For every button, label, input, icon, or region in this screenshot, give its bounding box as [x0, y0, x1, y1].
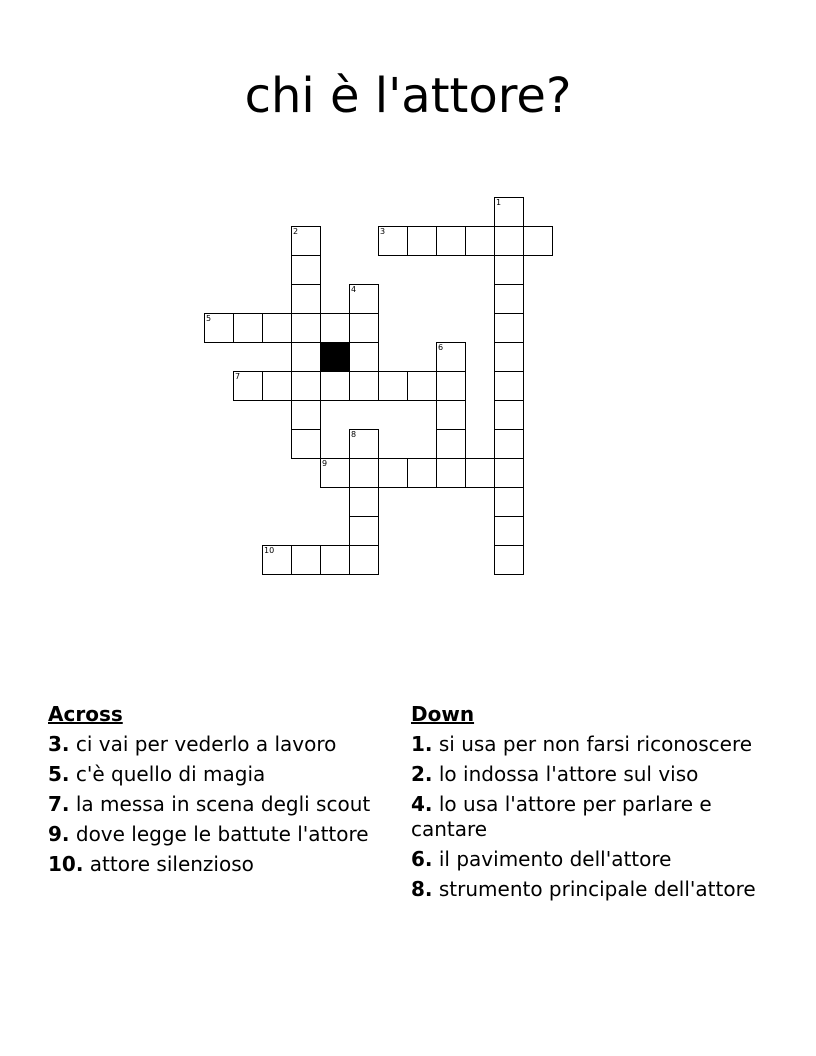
across-clue [48, 822, 393, 847]
clue-text: lo usa l'attore per parlare e cantare [411, 792, 712, 841]
clue-number: 8. [411, 877, 433, 901]
clue-text: attore silenzioso [89, 852, 254, 876]
grid-cell[interactable] [349, 545, 379, 575]
grid-cell[interactable] [233, 371, 263, 401]
clue-text: lo indossa l'attore sul viso [438, 762, 699, 786]
clue-number: 2. [411, 762, 433, 786]
clue-number: 9. [48, 822, 70, 846]
grid-cell[interactable] [436, 429, 466, 459]
grid-cell[interactable] [291, 342, 321, 372]
cell-number: 9 [322, 459, 328, 468]
grid-cell[interactable] [494, 458, 524, 488]
blocked-cell [320, 342, 350, 372]
grid-cell[interactable] [407, 458, 437, 488]
grid-cell[interactable] [494, 429, 524, 459]
grid-cell[interactable] [465, 226, 495, 256]
grid-cell[interactable] [494, 342, 524, 372]
grid-cell[interactable] [407, 371, 437, 401]
grid-cell[interactable] [291, 226, 321, 256]
grid-cell[interactable] [465, 458, 495, 488]
across-clue [48, 762, 393, 787]
down-clues [411, 702, 756, 907]
down-clue [411, 762, 756, 787]
grid-cell[interactable] [436, 400, 466, 430]
cell-number: 1 [496, 198, 502, 207]
grid-cell[interactable] [349, 313, 379, 343]
grid-cell[interactable] [320, 371, 350, 401]
grid-cell[interactable] [494, 197, 524, 227]
clue-text: il pavimento dell'attore [438, 847, 672, 871]
grid-cell[interactable] [233, 313, 263, 343]
clue-text: dove legge le battute l'attore [75, 822, 369, 846]
grid-cell[interactable] [349, 342, 379, 372]
grid-cell[interactable] [320, 545, 350, 575]
grid-cell[interactable] [291, 255, 321, 285]
grid-cell[interactable] [349, 487, 379, 517]
grid-cell[interactable] [436, 371, 466, 401]
grid-cell[interactable] [291, 284, 321, 314]
down-clue [411, 792, 756, 842]
grid-cell[interactable] [291, 371, 321, 401]
grid-cell[interactable] [349, 516, 379, 546]
grid-cell[interactable] [320, 313, 350, 343]
grid-cell[interactable] [436, 342, 466, 372]
grid-cell[interactable] [349, 458, 379, 488]
clue-text: ci vai per vederlo a lavoro [75, 732, 337, 756]
grid-cell[interactable] [494, 371, 524, 401]
grid-cell[interactable] [494, 516, 524, 546]
grid-cell[interactable] [349, 284, 379, 314]
grid-cell[interactable] [494, 226, 524, 256]
page-title: chi è l'attore? [244, 68, 572, 125]
grid-cell[interactable] [291, 545, 321, 575]
grid-cell[interactable] [378, 458, 408, 488]
grid-cell[interactable] [436, 226, 466, 256]
cell-number: 8 [351, 430, 357, 439]
across-clue [48, 732, 393, 757]
cell-number: 2 [293, 227, 299, 236]
down-heading: Down [411, 702, 475, 726]
across-heading: Across [48, 702, 123, 726]
grid-cell[interactable] [494, 255, 524, 285]
clue-number: 5. [48, 762, 70, 786]
clue-text: si usa per non farsi riconoscere [438, 732, 753, 756]
grid-cell[interactable] [378, 226, 408, 256]
grid-cell[interactable] [494, 313, 524, 343]
grid-cell[interactable] [407, 226, 437, 256]
grid-cell[interactable] [262, 371, 292, 401]
grid-cell[interactable] [291, 313, 321, 343]
grid-cell[interactable] [494, 284, 524, 314]
down-clue [411, 847, 756, 872]
cell-number: 4 [351, 285, 357, 294]
cell-number: 7 [235, 372, 241, 381]
cell-number: 10 [264, 546, 275, 555]
grid-cell[interactable] [262, 545, 292, 575]
grid-cell[interactable] [262, 313, 292, 343]
across-clue [48, 792, 393, 817]
grid-cell[interactable] [291, 400, 321, 430]
down-clue [411, 877, 756, 902]
clue-number: 10. [48, 852, 84, 876]
across-clues [48, 702, 393, 882]
grid-cell[interactable] [523, 226, 553, 256]
grid-cell[interactable] [291, 429, 321, 459]
cell-number: 3 [380, 227, 386, 236]
clue-number: 4. [411, 792, 433, 816]
grid-cell[interactable] [349, 429, 379, 459]
cell-number: 5 [206, 314, 212, 323]
clue-text: la messa in scena degli scout [75, 792, 371, 816]
grid-cell[interactable] [349, 371, 379, 401]
grid-cell[interactable] [436, 458, 466, 488]
clue-number: 1. [411, 732, 433, 756]
clue-number: 7. [48, 792, 70, 816]
grid-cell[interactable] [204, 313, 234, 343]
clue-text: strumento principale dell'attore [438, 877, 756, 901]
clue-text: c'è quello di magia [75, 762, 266, 786]
cell-number: 6 [438, 343, 444, 352]
grid-cell[interactable] [378, 371, 408, 401]
across-clue [48, 852, 393, 877]
grid-cell[interactable] [494, 487, 524, 517]
clue-number: 3. [48, 732, 70, 756]
clue-number: 6. [411, 847, 433, 871]
grid-cell[interactable] [320, 458, 350, 488]
grid-cell[interactable] [494, 545, 524, 575]
grid-cell[interactable] [494, 400, 524, 430]
down-clue [411, 732, 756, 757]
